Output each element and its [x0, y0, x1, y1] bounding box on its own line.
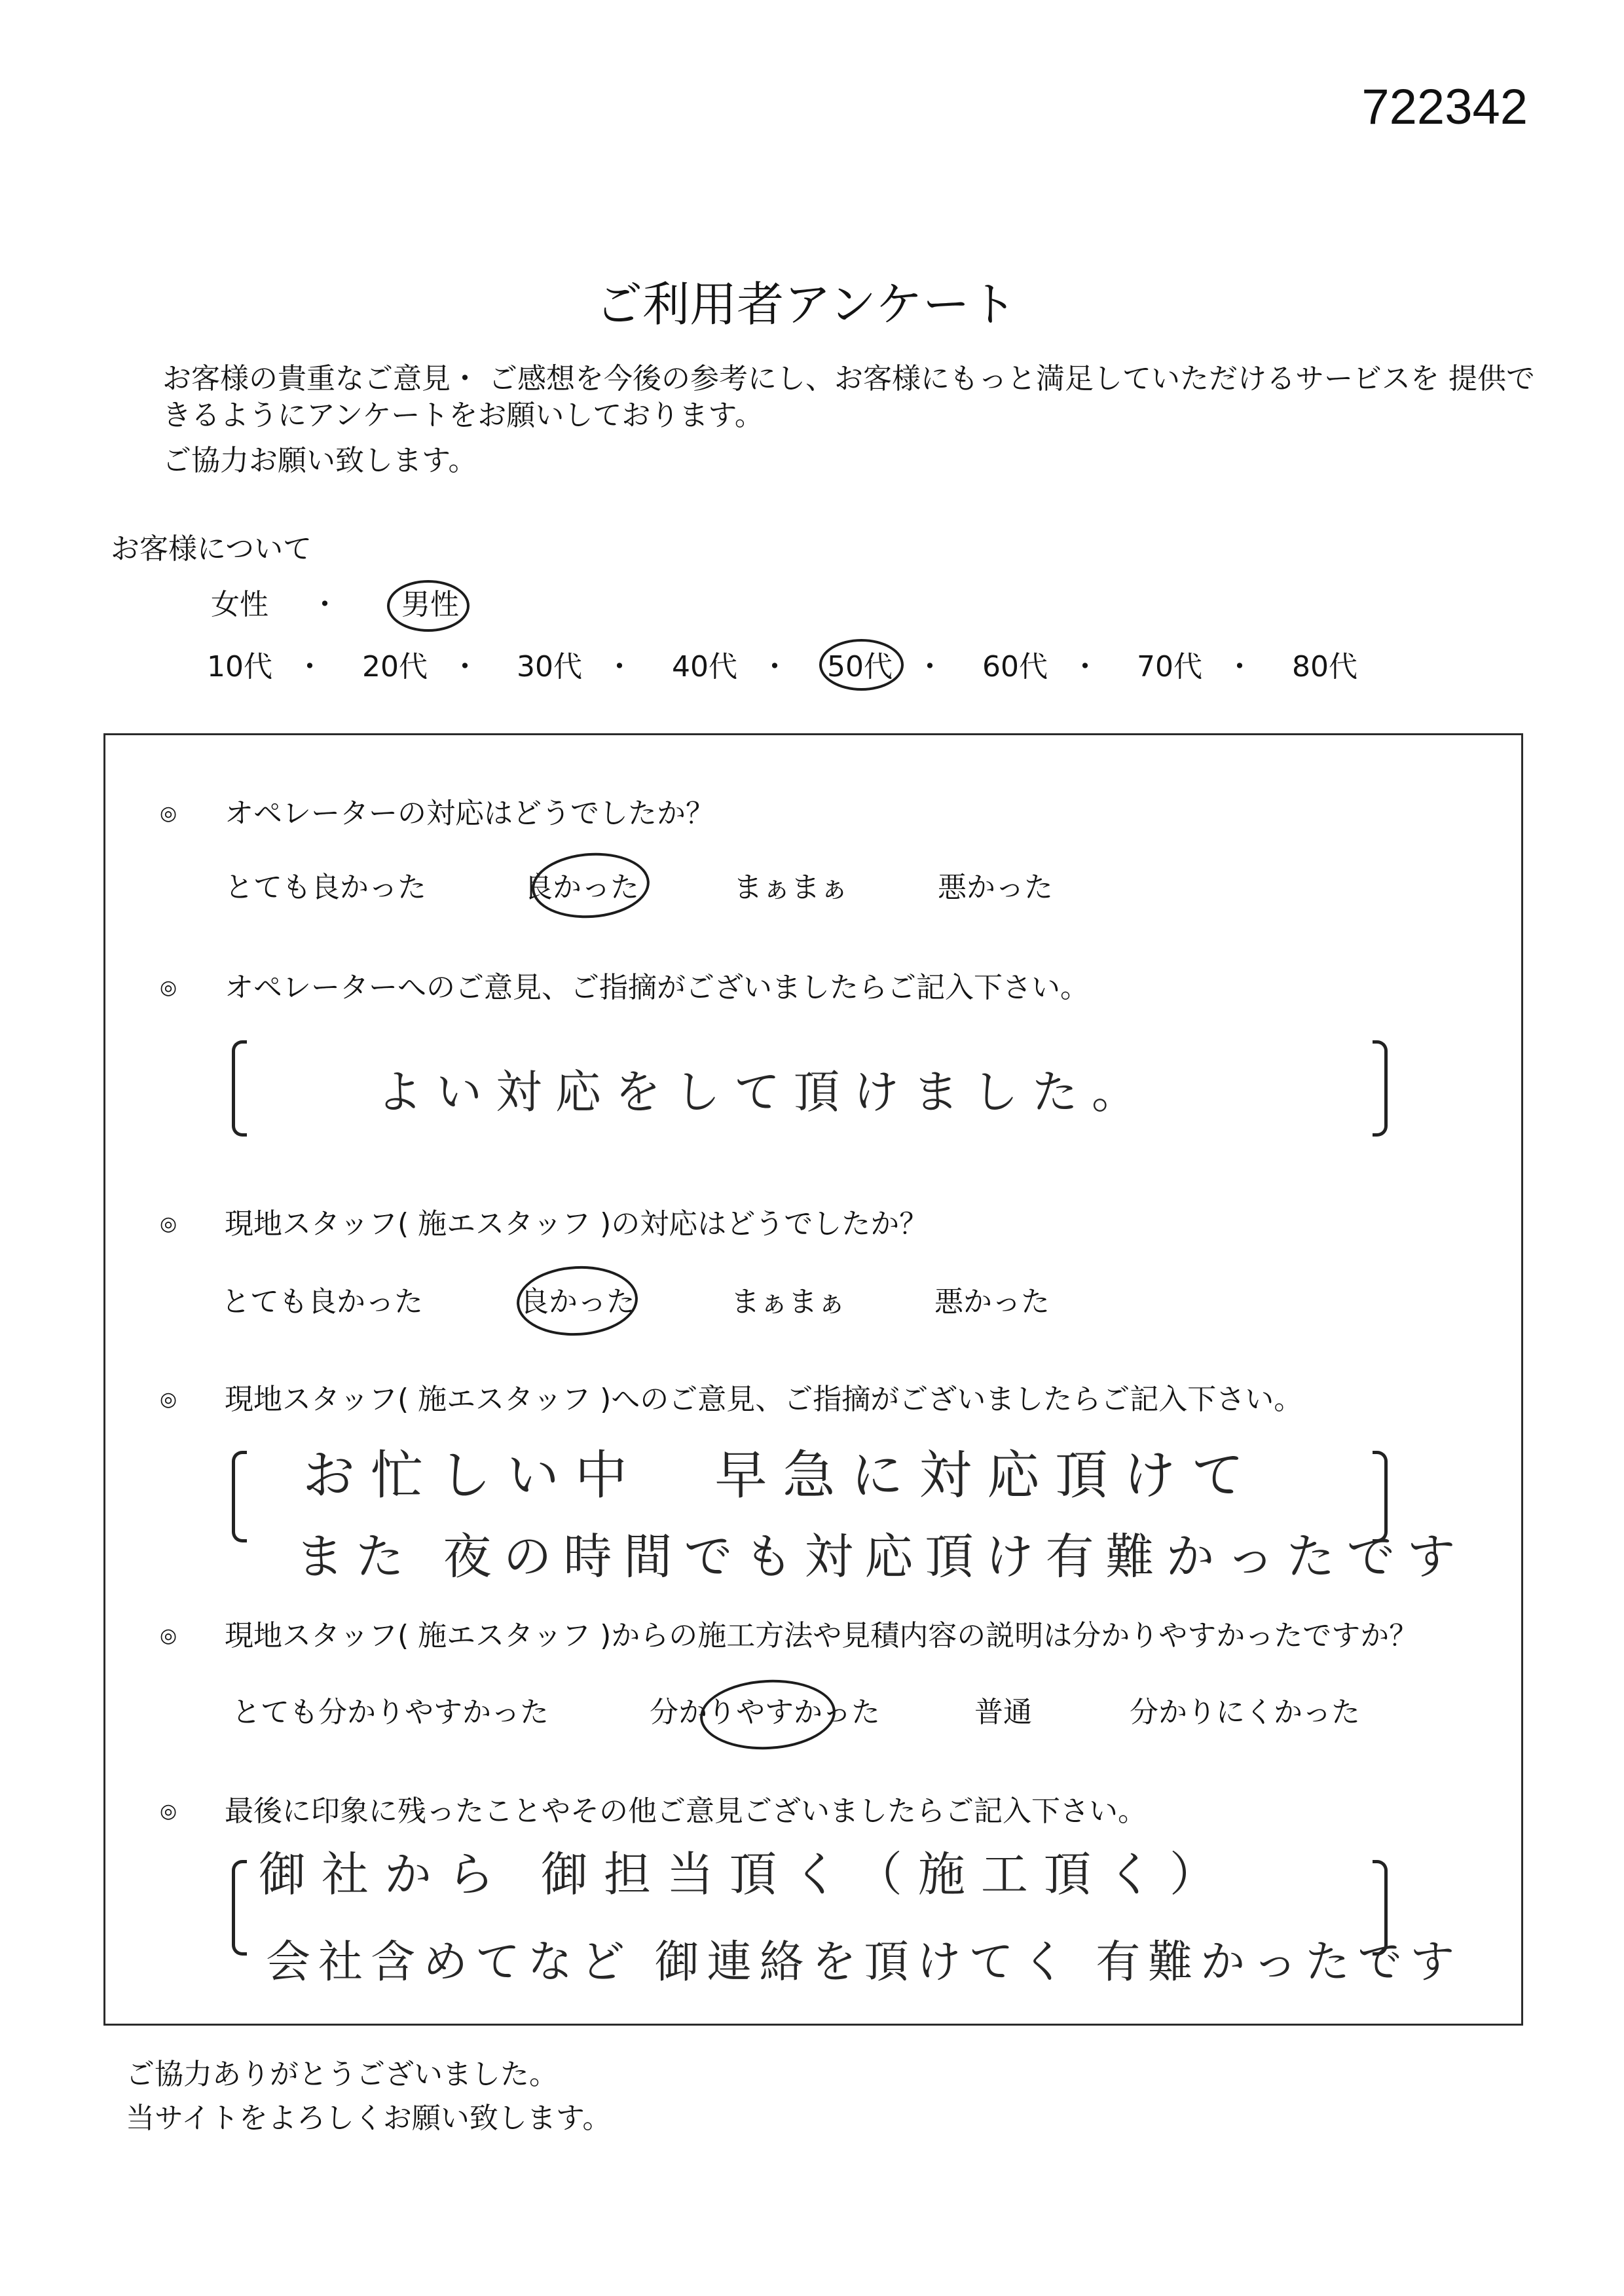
bullet-icon: ◎	[160, 802, 177, 825]
age-option-60s: 60代	[982, 650, 1048, 683]
document-number: 722342	[1361, 79, 1528, 135]
answer-options	[0, 869, 1624, 906]
separator-dot: ・	[295, 650, 324, 683]
option-bad: 悪かった	[938, 871, 1053, 904]
answer-options	[0, 1283, 1624, 1321]
handwritten-answer-line-2: また 夜の時間でも対応頂け有難かったです	[295, 1529, 1467, 1585]
intro-line-2: きるようにアンケートをお願いしております。	[162, 399, 764, 432]
question-text: 最後に印象に残ったことやその他ご意見ございましたらご記入下さい。	[225, 1795, 1147, 1828]
question-text: 現地スタッフ( 施エスタッフ )からの施工方法や見積内容の説明は分かりやすかったですか？	[225, 1619, 1418, 1652]
option-bad: 悪かった	[934, 1285, 1050, 1319]
intro-line-3: ご協力お願い致します。	[162, 444, 477, 477]
handwritten-answer: よい対応をして頂けました。	[377, 1065, 1151, 1119]
separator-dot: ・	[310, 588, 339, 621]
separator-dot: ・	[605, 650, 634, 683]
selection-circle	[819, 639, 904, 691]
option-average: まぁまぁ	[731, 1285, 846, 1319]
footer-thanks: ご協力ありがとうございました。	[126, 2058, 558, 2091]
handwritten-answer-line-2: 会社含めてなど 御連絡を頂けてく 有難かったです	[266, 1937, 1463, 1988]
answer-options	[0, 1694, 1624, 1731]
separator-dot: ・	[915, 650, 944, 683]
bracket-left	[232, 1040, 247, 1137]
survey-box	[103, 733, 1523, 2026]
bullet-icon: ◎	[160, 1212, 177, 1235]
age-option-10s: 10代	[207, 650, 272, 683]
bullet-icon: ◎	[160, 1624, 177, 1647]
option-average: まぁまぁ	[733, 871, 849, 904]
question-text: 現地スタッフ( 施エスタッフ )の対応はどうでしたか？	[225, 1207, 929, 1241]
footer-request: 当サイトをよろしくお願い致します。	[126, 2102, 612, 2135]
option-very-good: とても良かった	[221, 1285, 423, 1319]
bracket-left	[232, 1451, 247, 1542]
option-good: 良かった	[524, 869, 639, 906]
option-normal: 普通	[974, 1696, 1032, 1729]
age-option-50s: 50代	[827, 648, 893, 685]
age-option-80s: 80代	[1292, 650, 1357, 683]
separator-dot: ・	[451, 650, 479, 683]
bullet-icon: ◎	[160, 976, 177, 999]
option-clear: 分かりやすかった	[650, 1694, 880, 1731]
customer-heading: お客様について	[111, 532, 312, 566]
selection-circle	[387, 580, 470, 632]
gender-options	[0, 586, 1624, 623]
page-title: ご利用者アンケート	[595, 277, 1017, 332]
bracket-right	[1373, 1040, 1388, 1137]
bullet-icon: ◎	[160, 1388, 177, 1411]
separator-dot: ・	[1071, 650, 1099, 683]
option-good: 良かった	[520, 1283, 635, 1321]
age-option-70s: 70代	[1137, 650, 1202, 683]
bullet-icon: ◎	[160, 1800, 177, 1823]
question-text: オペレーターへのご意見、ご指摘がございましたらご記入下さい。	[225, 971, 1089, 1004]
handwritten-answer-line-1: お忙しい中 早急に対応頂けて	[303, 1445, 1260, 1506]
question-text: オペレーターの対応はどうでしたか？	[225, 797, 714, 830]
question-3	[0, 1205, 1624, 1319]
option-very-clear: とても分かりやすかった	[232, 1696, 549, 1729]
bracket-left	[232, 1860, 247, 1956]
age-option-20s: 20代	[362, 650, 428, 683]
question-text: 現地スタッフ( 施エスタッフ )へのご意見、ご指摘がございましたらご記入下さい。	[225, 1383, 1303, 1416]
question-5	[0, 1617, 1624, 1729]
question-2	[0, 969, 1624, 1119]
age-option-40s: 40代	[672, 650, 737, 683]
separator-dot: ・	[760, 650, 789, 683]
option-very-good: とても良かった	[225, 871, 426, 904]
age-option-30s: 30代	[517, 650, 582, 683]
age-options	[0, 648, 1624, 685]
gender-option-male: 男性	[401, 586, 459, 623]
separator-dot: ・	[1225, 650, 1254, 683]
handwritten-answer-line-1: 御社から 御担当頂く（施工頂く）	[259, 1847, 1232, 1902]
gender-option-female: 女性	[211, 588, 268, 621]
option-unclear: 分かりにくかった	[1130, 1696, 1360, 1729]
intro-line-1: お客様の貴重なご意見・ ご感想を今後の参考にし、お客様にもっと満足していただけるサービスを 提供で	[162, 362, 1535, 395]
